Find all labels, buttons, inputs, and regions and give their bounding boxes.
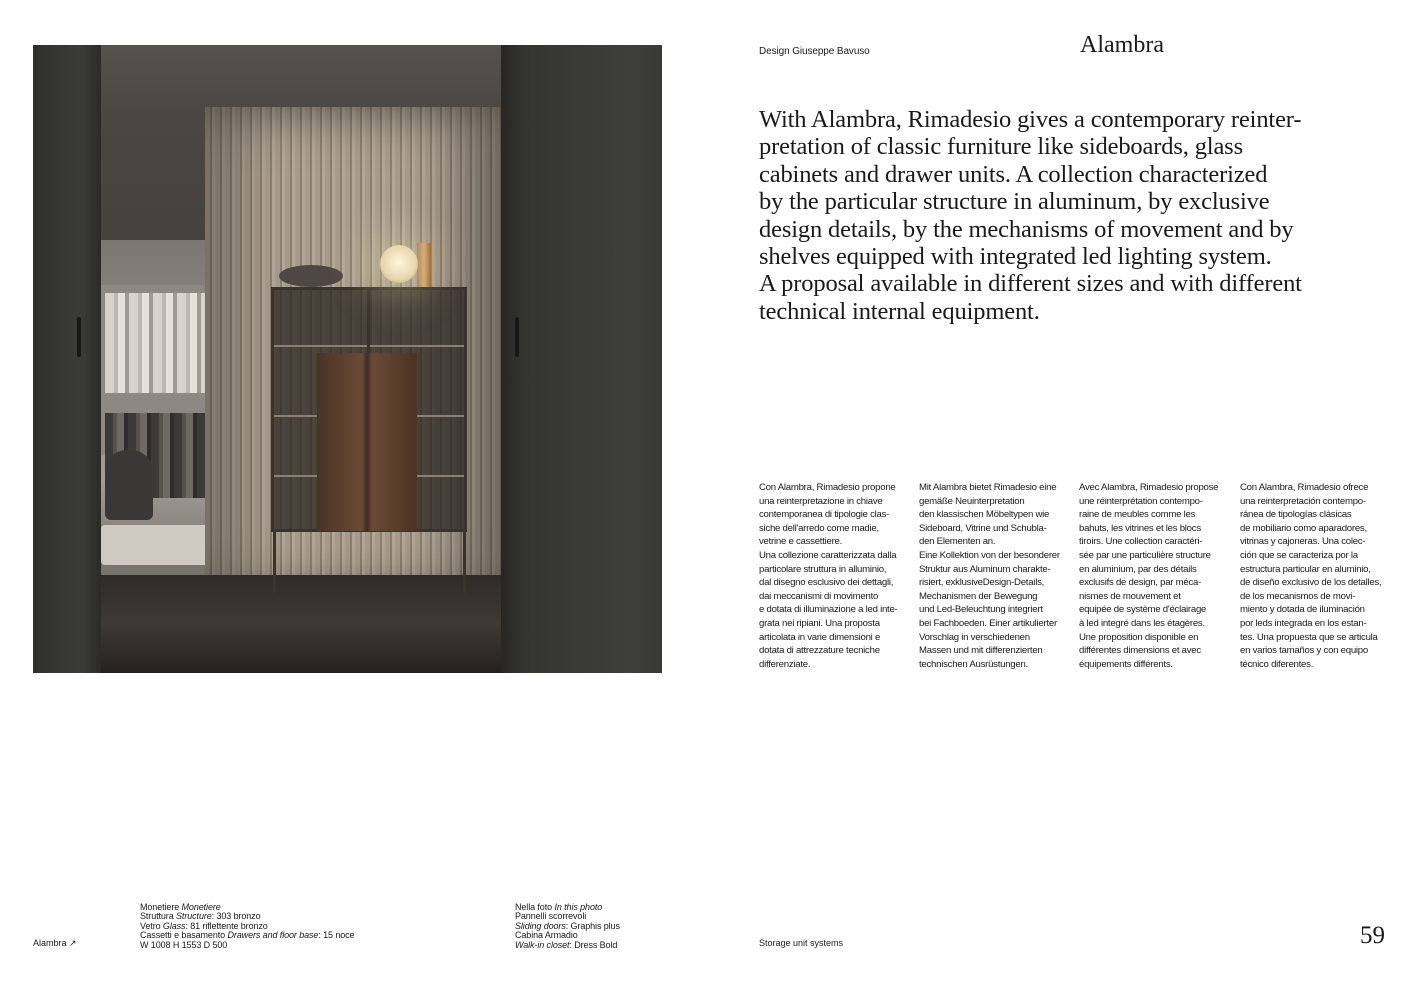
column-line: equipée de système d'éclairage: [1079, 604, 1207, 616]
column-line: una reinterpretazione in chiave: [759, 495, 883, 507]
column-line: técnico diferentes.: [1240, 658, 1314, 670]
column-line: Sideboard, Vitrine und Schubla-: [919, 522, 1047, 534]
intro-line: technical internal equipment.: [759, 297, 1040, 325]
column-line: den Elementen an.: [919, 536, 996, 548]
intro-line: by the particular structure in aluminum, by exclusive: [759, 188, 1270, 216]
french-column: [1079, 481, 1229, 671]
page-number: 59: [1360, 922, 1385, 949]
column-line: bahuts, les vitrines et les blocs: [1079, 522, 1201, 534]
column-line: den klassischen Möbeltypen wie: [919, 509, 1050, 521]
column-line: Massen und mit differenzierten: [919, 645, 1043, 657]
intro-line: shelves equipped with integrated led lighting system.: [759, 243, 1272, 271]
intro-line: cabinets and drawer units. A collection characterized: [759, 160, 1268, 188]
column-line: vetrine e cassettiere.: [759, 536, 843, 548]
caption-line: Walk-in closet: Dress Bold: [515, 939, 618, 950]
column-line: una reinterpretación contempo-: [1240, 495, 1366, 507]
photo-cabinet-leg: [463, 532, 466, 594]
column-line: technischen Ausrüstungen.: [919, 658, 1028, 670]
section-label: Storage unit systems: [759, 938, 844, 948]
spec-dimensions: W 1008 H 1553 D 500: [140, 939, 228, 950]
column-line: risiert, exklusiveDesign-Details,: [919, 577, 1045, 589]
column-line: dal disegno esclusivo dei dettagli,: [759, 577, 894, 589]
column-line: articolata in varie dimensioni e: [759, 631, 881, 643]
german-column: [919, 481, 1069, 671]
column-line: de diseño exclusivo de los detalles,: [1240, 577, 1382, 589]
photo-caption: [515, 903, 620, 950]
column-line: particolare struttura in alluminio,: [759, 563, 887, 575]
column-line: dotata di attrezzature tecniche: [759, 645, 880, 657]
column-line: Una collezione caratterizzata dalla: [759, 549, 897, 561]
column-line: en aluminium, par des détails: [1079, 563, 1197, 575]
column-line: de los mecanismos de movi-: [1240, 590, 1356, 602]
column-line: Con Alambra, Rimadesio propone: [759, 482, 896, 493]
column-line: exclusifs de design, par méca-: [1079, 577, 1202, 589]
column-line: Mit Alambra bietet Rimadesio eine: [919, 482, 1057, 493]
photo-hanging-shirts: [105, 293, 205, 393]
product-specs: [140, 903, 354, 950]
column-line: estructura particular en aluminio,: [1240, 563, 1371, 575]
photo-chair: [105, 450, 153, 520]
intro-line: design details, by the mechanisms of movement and by: [759, 215, 1294, 243]
photo-door-handle: [515, 317, 519, 357]
caption-line: Cabina Armadio: [515, 930, 578, 941]
column-line: miento y dotada de iluminación: [1240, 604, 1365, 616]
italian-column: [759, 481, 909, 671]
product-title: Alambra: [1080, 32, 1164, 58]
column-line: dai meccanismi di movimento: [759, 590, 879, 602]
spanish-column: [1240, 481, 1390, 671]
column-line: Avec Alambra, Rimadesio propose: [1079, 482, 1219, 493]
photo-cushion: [279, 265, 343, 287]
column-line: Vorschlag in verschiedenen: [919, 631, 1030, 643]
spec-line: Monetiere Monetiere: [140, 902, 221, 912]
column-line: bei Fachboeden. Einer artikulierter: [919, 617, 1057, 629]
spec-line: Vetro Glass: 81 riflettente bronzo: [140, 920, 268, 931]
column-line: Une proposition disponible en: [1079, 631, 1199, 643]
column-line: de mobiliario como aparadores,: [1240, 522, 1367, 534]
photo-door-handle: [77, 317, 81, 357]
column-line: por leds integrada en los estan-: [1240, 617, 1367, 629]
intro-line: pretation of classic furniture like sideboards, glass: [759, 133, 1243, 161]
designer-credit: Design Giuseppe Bavuso: [759, 46, 870, 57]
column-line: Mechanismen der Bewegung: [919, 590, 1038, 602]
photo-sliding-door-left: [33, 45, 101, 673]
column-line: différentes dimensions et avec: [1079, 645, 1201, 657]
photo-walnut-drawers: [317, 353, 417, 531]
column-line: contemporanea di tipologie clas-: [759, 509, 890, 521]
caption-line: Pannelli scorrevoli: [515, 911, 587, 922]
column-line: vitrinas y cajoneras. Una colec-: [1240, 536, 1366, 548]
column-line: Struktur aus Aluminum charakte-: [919, 563, 1051, 575]
column-line: tiroirs. Une collection caractéri-: [1079, 536, 1203, 548]
section-link[interactable]: Alambra ↗: [33, 938, 77, 948]
photo-lamp-stand: [417, 243, 431, 287]
column-line: siche dell'arredo come madie,: [759, 522, 879, 534]
intro-line: A proposal available in different sizes and with different: [759, 270, 1302, 298]
column-line: une réinterprétation contempo-: [1079, 495, 1203, 507]
column-line: raine de meubles comme les: [1079, 509, 1196, 521]
spec-line: Cassetti e basamento Drawers and floor base: 15 noce: [140, 930, 355, 941]
caption-line: Sliding doors: Graphis plus: [515, 920, 620, 931]
column-line: tes. Una propuesta que se articula: [1240, 631, 1378, 643]
column-line: differenziate.: [759, 658, 811, 670]
spec-line: Struttura Structure: 303 bronzo: [140, 911, 261, 922]
column-line: nismes de mouvement et: [1079, 590, 1181, 602]
caption-line: Nella foto In this photo: [515, 902, 603, 912]
column-line: grata nei ripiani. Una proposta: [759, 617, 880, 629]
column-line: en varios tamaños y con equipo: [1240, 645, 1368, 657]
column-line: Eine Kollektion von der besonderer: [919, 549, 1060, 561]
column-line: ránea de tipologías clásicas: [1240, 509, 1352, 521]
intro-line: With Alambra, Rimadesio gives a contemporary reinter-: [759, 106, 1302, 133]
product-photo: [33, 45, 662, 673]
column-line: und Led-Beleuchtung integriert: [919, 604, 1043, 616]
column-line: Con Alambra, Rimadesio ofrece: [1240, 482, 1369, 493]
column-line: ción que se caracteriza por la: [1240, 549, 1358, 561]
photo-rug: [101, 525, 211, 565]
column-line: sée par une particulière structure: [1079, 549, 1211, 561]
column-line: gemäße Neuinterpretation: [919, 495, 1025, 507]
intro-paragraph: [759, 106, 1389, 325]
column-line: e dotata di illuminazione a led inte-: [759, 604, 898, 616]
photo-lamp-globe: [380, 245, 418, 283]
column-line: équipements différents.: [1079, 658, 1173, 670]
column-line: à led integré dans les étagères.: [1079, 617, 1205, 629]
photo-cabinet-leg: [273, 532, 276, 594]
photo-sliding-door-right: [501, 45, 662, 673]
